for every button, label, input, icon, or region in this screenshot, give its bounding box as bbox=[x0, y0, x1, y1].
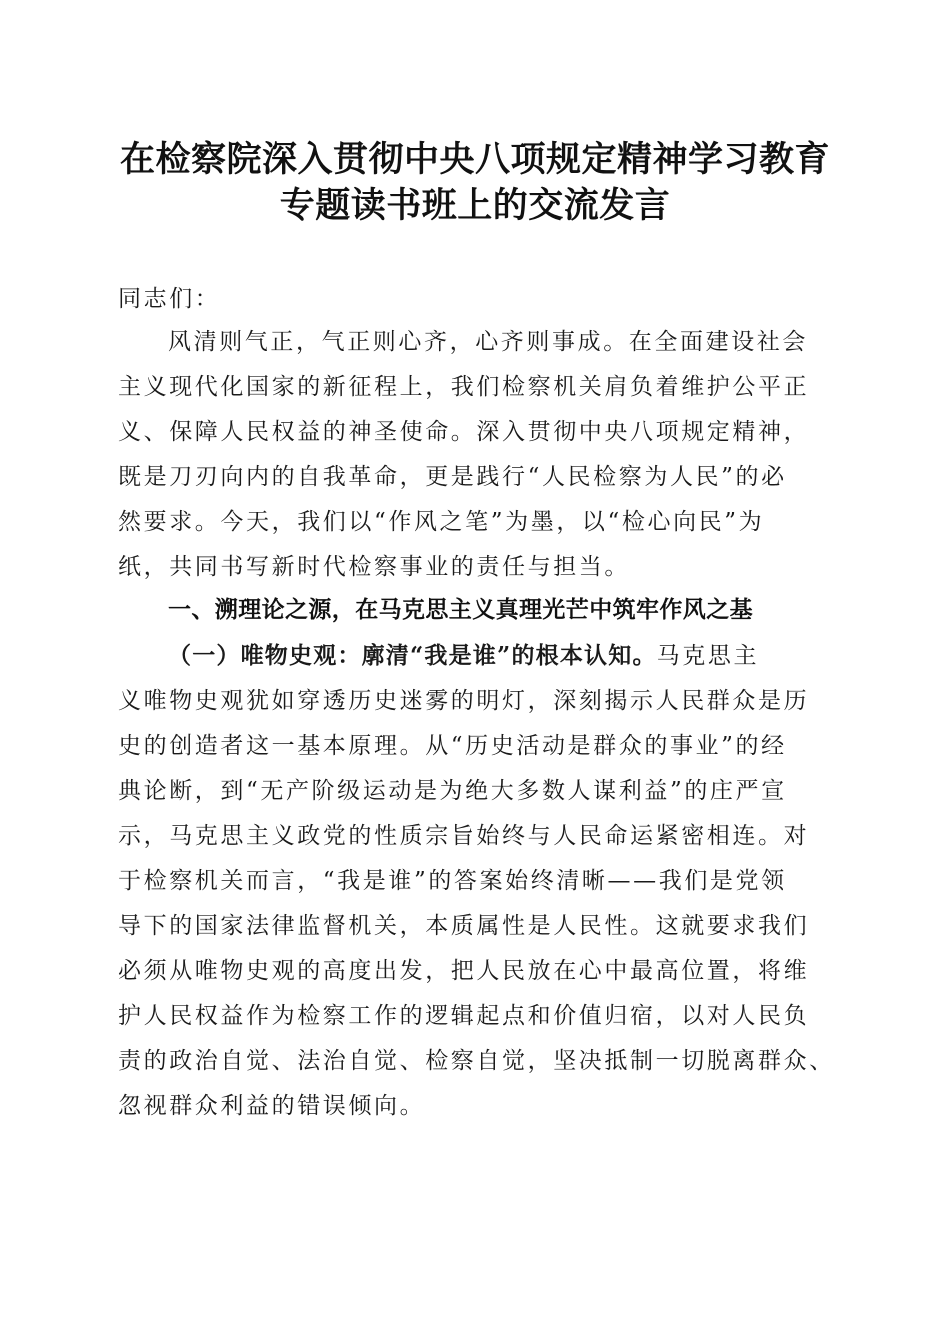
intro-line: 既是刀刃向内的自我革命，更是践行“人民检察为人民”的必 bbox=[118, 464, 787, 490]
subsection-first-line-rest: 马克思主 bbox=[656, 643, 760, 669]
subsection-label: （一）唯物史观：廓清“我是谁”的根本认知。 bbox=[168, 642, 657, 669]
intro-line: 义、保障人民权益的神圣使命。深入贯彻中央八项规定精神， bbox=[118, 419, 810, 445]
subsection-line: 导下的国家法律监督机关，本质属性是人民性。这就要求我们 bbox=[118, 913, 810, 939]
subsection-line: 责的政治自觉、法治自觉、检察自觉，坚决抵制一切脱离群众、 bbox=[118, 1048, 835, 1074]
subsection-line: 史的创造者这一基本原理。从“历史活动是群众的事业”的经 bbox=[118, 733, 787, 759]
intro-line: 纸，共同书写新时代检察事业的责任与担当。 bbox=[118, 554, 630, 580]
subsection-line: 护人民权益作为检察工作的逻辑起点和价值归宿，以对人民负 bbox=[118, 1003, 810, 1029]
subsection-line: 于检察机关而言，“我是谁”的答案始终清晰——我们是党领 bbox=[118, 868, 787, 894]
intro-line: 然要求。今天，我们以“作风之笔”为墨，以“检心向民”为 bbox=[118, 509, 765, 535]
salutation: 同志们： bbox=[118, 286, 221, 312]
document-title-line-2: 专题读书班上的交流发言 bbox=[279, 185, 671, 226]
subsection-line: 义唯物史观犹如穿透历史迷雾的明灯，深刻揭示人民群众是历 bbox=[118, 688, 810, 714]
subsection-line: 必须从唯物史观的高度出发，把人民放在心中最高位置，将维 bbox=[118, 958, 810, 984]
intro-line: 主义现代化国家的新征程上，我们检察机关肩负着维护公平正 bbox=[118, 374, 810, 400]
section-heading: 一、溯理论之源，在马克思主义真理光芒中筑牢作风之基 bbox=[168, 597, 753, 623]
intro-line: 风清则气正，气正则心齐，心齐则事成。在全面建设社会 bbox=[168, 329, 808, 355]
subsection-line: 示，马克思主义政党的性质宗旨始终与人民命运紧密相连。对 bbox=[118, 823, 810, 849]
document-title-line-1: 在检察院深入贯彻中央八项规定精神学习教育 bbox=[119, 139, 830, 180]
subsection-line: 忽视群众利益的错误倾向。 bbox=[118, 1093, 426, 1119]
subsection-line: 典论断，到“无产阶级运动是为绝大多数人谋利益”的庄严宣 bbox=[118, 778, 787, 804]
subsection-first-line bbox=[168, 640, 759, 672]
